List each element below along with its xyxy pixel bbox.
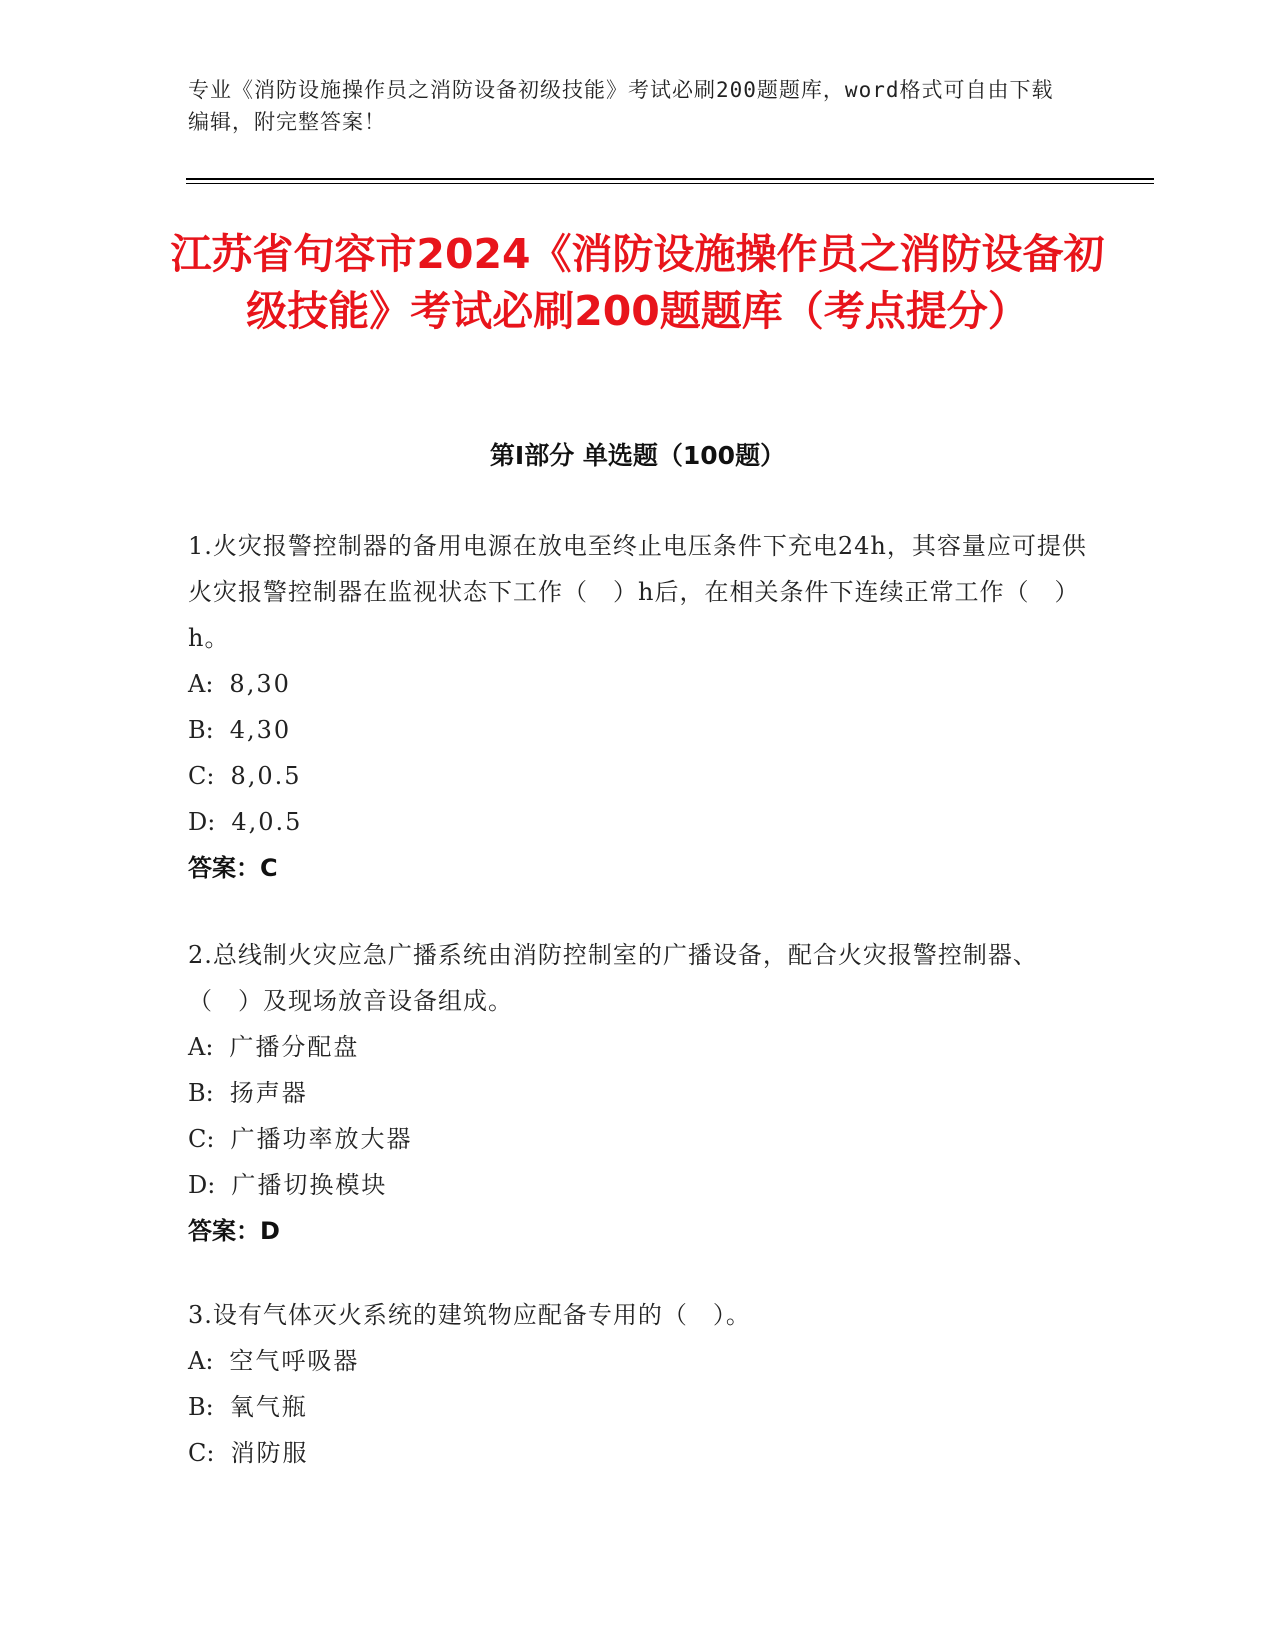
option-text: 8,0.5: [230, 762, 302, 790]
option-letter: A:: [188, 1033, 214, 1061]
header-note: 专业《消防设施操作员之消防设备初级技能》考试必刷200题题库，word格式可自由下载编辑，附完整答案！: [188, 78, 1054, 134]
header-divider-thick: [186, 178, 1154, 180]
option-letter: B:: [188, 716, 214, 744]
option-b: [188, 1384, 1088, 1430]
option-text: 扬声器: [229, 1079, 308, 1107]
option-text: 广播切换模块: [231, 1171, 388, 1199]
option-letter: A:: [188, 1347, 214, 1375]
option-text: 4,0.5: [231, 808, 303, 836]
option-b: [188, 1070, 1088, 1116]
option-text: 空气呼吸器: [229, 1347, 360, 1375]
option-letter: D:: [188, 808, 216, 836]
option-text: 广播功率放大器: [230, 1125, 413, 1153]
option-text: 8,30: [229, 670, 291, 698]
section-title: 第I部分 单选题（100题）: [489, 441, 786, 470]
option-letter: C:: [188, 1125, 215, 1153]
option-d: [188, 799, 1088, 845]
question-2: [188, 932, 1088, 1254]
question-3: [188, 1292, 1088, 1476]
option-a: [188, 661, 1088, 707]
question-stem: 2.总线制火灾应急广播系统由消防控制室的广播设备，配合火灾报警控制器、（ ）及现场放音设备组成。: [188, 941, 1038, 1015]
option-d: [188, 1162, 1088, 1208]
option-c: [188, 1430, 1088, 1476]
option-text: 氧气瓶: [229, 1393, 308, 1421]
option-text: 消防服: [230, 1439, 309, 1467]
option-b: [188, 707, 1088, 753]
answer-line: 答案：C: [188, 854, 278, 882]
option-a: [188, 1338, 1088, 1384]
option-a: [188, 1024, 1088, 1070]
option-letter: C:: [188, 762, 215, 790]
question-stem: 1.火灾报警控制器的备用电源在放电至终止电压条件下充电24h，其容量应可提供火灾报警控制器在监视状态下工作（ ）h后，在相关条件下连续正常工作（ ）h。: [188, 532, 1087, 652]
option-letter: C:: [188, 1439, 215, 1467]
option-letter: B:: [188, 1079, 214, 1107]
header-divider-thin: [186, 183, 1154, 184]
option-c: [188, 753, 1088, 799]
answer-line: 答案：D: [188, 1217, 280, 1245]
question-1: [188, 523, 1088, 891]
option-c: [188, 1116, 1088, 1162]
document-title: 江苏省句容市2024《消防设施操作员之消防设备初级技能》考试必刷200题题库（考点提分）: [170, 230, 1105, 335]
option-letter: A:: [188, 670, 214, 698]
option-text: 广播分配盘: [229, 1033, 360, 1061]
option-letter: B:: [188, 1393, 214, 1421]
question-stem: 3.设有气体灭火系统的建筑物应配备专用的（ ）。: [188, 1301, 751, 1329]
option-text: 4,30: [229, 716, 292, 744]
option-letter: D:: [188, 1171, 216, 1199]
